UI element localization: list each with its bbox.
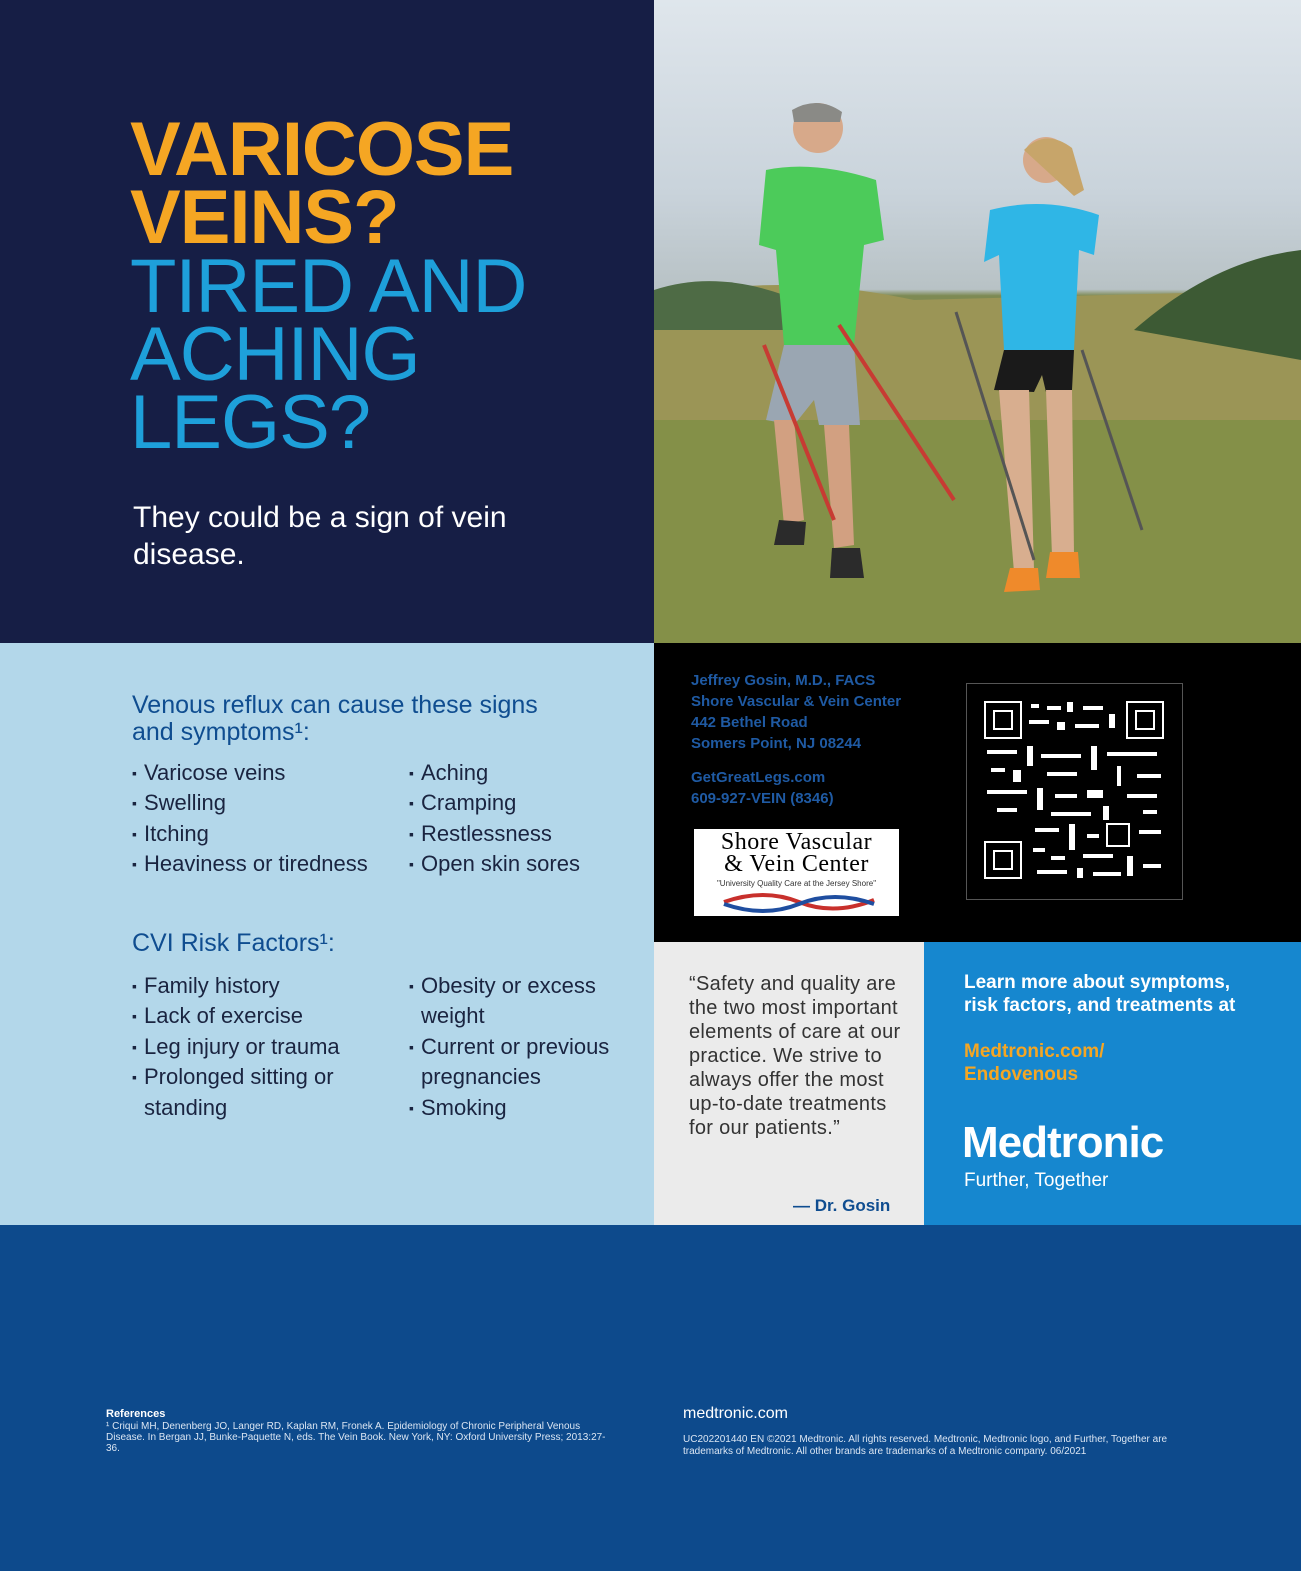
headline-line: TIRED AND [130,244,527,329]
quote-author: — Dr. Gosin [793,1196,891,1215]
wave-logo-icon [694,888,899,916]
address-line: Somers Point, NJ 08244 [691,735,862,752]
symptoms-list [409,758,580,880]
practice-website-link[interactable]: GetGreatLegs.com [691,769,826,786]
practice-address [691,670,901,754]
brand-logo: Medtronic [962,1118,1164,1167]
list-item: ▪ Aching [409,758,580,788]
list-item: ▪ Swelling [132,788,368,818]
brand-tagline: Further, Together [964,1170,1109,1191]
headline-line: VEINS? [130,175,399,260]
practice-phone[interactable]: 609-927-VEIN (8346) [691,790,834,807]
testimonial-quote: “Safety and quality are the two most important elements of care at our practice. We strive to always offer the most up-to-date treatments for our patients.” [689,973,901,1139]
risk-factors-list [132,971,392,1123]
list-item: ▪ Heaviness or tiredness [132,849,368,879]
practice-name: Shore Vascular & Vein Center [691,693,902,710]
hero-photo [654,0,1301,643]
risk-factors-list [409,971,649,1123]
practice-logo [694,829,899,916]
learn-more-text: Learn more about symptoms, risk factors, and treatments at [964,972,1236,1016]
learn-more-link[interactable]: Medtronic.com/ Endovenous [964,1041,1105,1085]
footer-legal-text: UC202201440 EN ©2021 Medtronic. All rights reserved. Medtronic, Medtronic logo, and Further, Together are trademarks of Medtronic. All other brands are trademarks of a Medtronic company. 06/2021 [683,1434,1168,1457]
list-item: ▪ Open skin sores [409,849,580,879]
references-text: ¹ Criqui MH, Denenberg JO, Langer RD, Kaplan RM, Fronek A. Epidemiology of Chronic Peripheral Venous Disease. In Bergan JJ, Bunke-Paquette N, eds. The Vein Book. New York, NY: Oxford University Press; 2013:27-36. [106,1421,606,1454]
list-item: ▪ Leg injury or trauma [132,1032,392,1062]
risk-factors-heading: CVI Risk Factors¹: [132,929,335,957]
headline-question-legs [130,244,527,465]
list-item: ▪ Varicose veins [132,758,368,788]
doctor-name: Jeffrey Gosin, M.D., FACS [691,672,876,689]
list-item: ▪ Obesity or excess weight [409,971,649,1032]
list-item: ▪ Itching [132,819,368,849]
hikers-illustration [654,0,1301,643]
references-heading: References [106,1408,166,1420]
logo-tagline: "University Quality Care at the Jersey Shore" [716,879,877,888]
qr-code[interactable] [966,683,1183,900]
headline-question-varicose [130,107,514,260]
list-item: ▪ Lack of exercise [132,1001,392,1031]
symptoms-list [132,758,368,880]
practice-contact [691,767,834,809]
hero-subtitle: They could be a sign of vein disease. [133,501,507,571]
logo-line: Shore Vascular [720,829,873,855]
address-line: 442 Bethel Road [691,714,808,731]
list-item: ▪ Cramping [409,788,580,818]
list-item: ▪ Smoking [409,1093,649,1123]
logo-line: & Vein Center [724,851,869,877]
list-item: ▪ Current or previous pregnancies [409,1032,649,1093]
list-item: ▪ Family history [132,971,392,1001]
qr-code-icon [967,684,1182,899]
footer-site-link[interactable]: medtronic.com [683,1405,788,1422]
symptoms-heading: Venous reflux can cause these signs and symptoms¹: [132,691,538,746]
headline-line: LEGS? [130,380,371,465]
list-item: ▪ Restlessness [409,819,580,849]
list-item: ▪ Prolonged sitting or standing [132,1062,392,1123]
headline-line: ACHING [130,312,420,397]
headline-line: VARICOSE [130,107,514,192]
